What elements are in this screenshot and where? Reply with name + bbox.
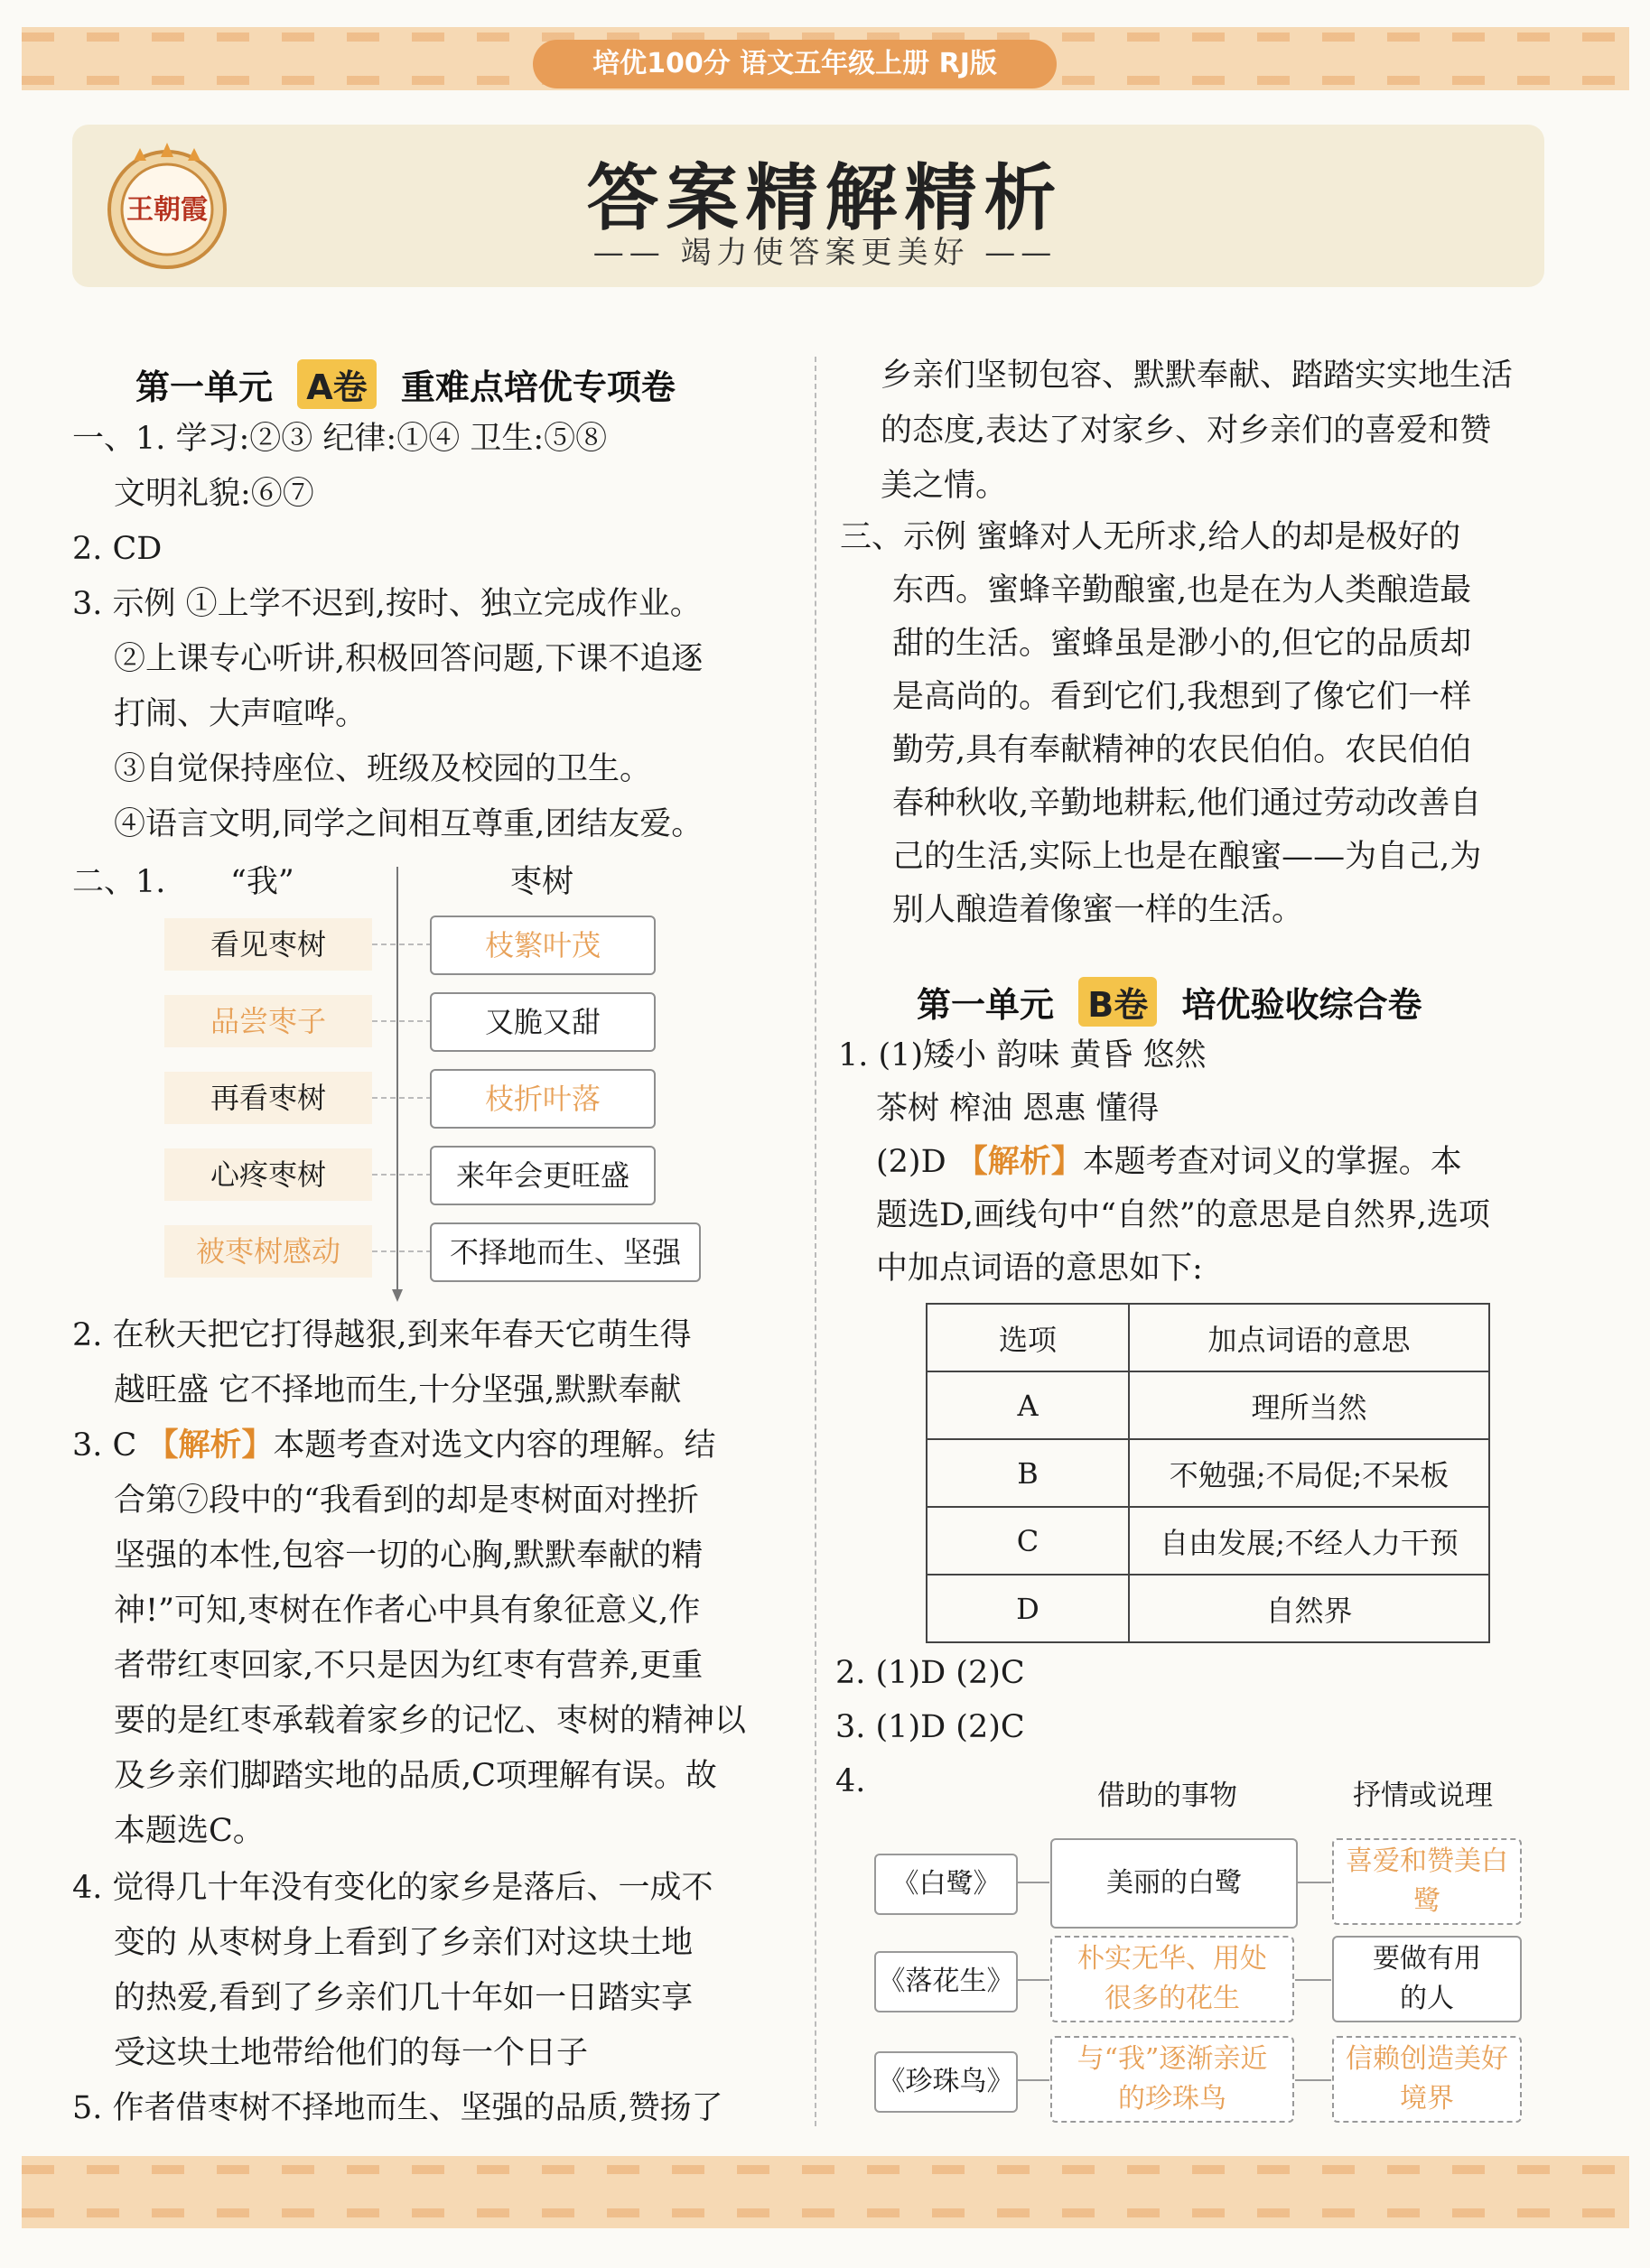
bottom-decor-band (22, 2156, 1629, 2228)
answer-line: 及乡亲们脚踏实地的品质,C项理解有误。故 (114, 1758, 717, 1794)
answer-line: (2)D 【解析】本题考查对词义的掌握。本 (876, 1143, 1462, 1180)
section-tag-a: A卷 (297, 359, 376, 409)
b4-head: 抒情或说理 (1353, 1780, 1493, 1812)
answer-line: 神!”可知,枣树在作者心中具有象征意义,作 (114, 1593, 701, 1629)
section-tag-b: B卷 (1078, 977, 1157, 1027)
answer-line: 本题选C。 (114, 1813, 265, 1849)
answer-line: ②上课专心听讲,积极回答问题,下课不追逐 (114, 641, 704, 677)
answer-line: 坚强的本性,包容一切的心胸,默默奉献的精 (114, 1538, 704, 1574)
answer-line: 文明礼貌:⑥⑦ (114, 476, 314, 512)
table-cell: A (927, 1371, 1129, 1439)
section-unit: 第一单元 (917, 985, 1055, 1025)
answer-line: 己的生活,实际上也是在酿蜜——为自己,为 (892, 839, 1482, 875)
answer-line: 乡亲们坚韧包容、默默奉献、踏踏实实地生活 (881, 358, 1514, 394)
b4-title: 《白鹭》 (874, 1854, 1018, 1915)
table-cell: B (927, 1439, 1129, 1507)
b4-thing: 美丽的白鹭 (1050, 1838, 1298, 1929)
b4-title: 《落花生》 (874, 1951, 1018, 2012)
table-cell: D (927, 1575, 1129, 1642)
answer-line: 者带红枣回家,不只是因为红枣有营养,更重 (114, 1648, 704, 1684)
section-name: 重难点培优专项卷 (400, 367, 676, 407)
answer-line: 2. CD (72, 531, 163, 567)
answer-line: 打闹、大声喧哗。 (114, 696, 368, 732)
answer-line: 是高尚的。看到它们,我想到了像它们一样 (892, 679, 1472, 715)
answer-line: 的热爱,看到了乡亲们几十年如一日踏实享 (114, 1980, 694, 2016)
answer-line: 1. (1)矮小 韵味 黄昏 悠然 (838, 1037, 1207, 1074)
b4-title: 《珍珠鸟》 (874, 2051, 1018, 2113)
map-right-item: 枝繁叶茂 (430, 916, 656, 975)
answer-line: 变的 从枣树身上看到了乡亲们对这块土地 (114, 1925, 694, 1961)
answer-line: 甜的生活。蜜蜂虽是渺小的,但它的品质却 (892, 626, 1472, 662)
answer-line: 茶树 榨油 恩惠 懂得 (876, 1091, 1160, 1127)
answer-line: ③自觉保持座位、班级及校园的卫生。 (114, 751, 652, 787)
answer-line: 中加点词语的意思如下: (876, 1250, 1203, 1287)
map-left-item: 被枣树感动 (164, 1225, 372, 1278)
answer-line: 越旺盛 它不择地而生,十分坚强,默默奉献 (114, 1372, 682, 1408)
map-left-item: 品尝枣子 (164, 995, 372, 1047)
answer-line: 4. 觉得几十年没有变化的家乡是落后、一成不 (72, 1870, 713, 1906)
b4-head: 借助的事物 (1097, 1780, 1237, 1812)
map-left-item: 看见枣树 (164, 918, 372, 971)
answer-line: ④语言文明,同学之间相互尊重,团结友爱。 (114, 806, 704, 842)
answer-line: 要的是红枣承载着家乡的记忆、枣树的精神以 (114, 1703, 747, 1739)
answer-line: 题选D,画线句中“自然”的意思是自然界,选项 (876, 1197, 1490, 1233)
answer-line: 勤劳,具有奉献精神的农民伯伯。农民伯伯 (892, 732, 1472, 768)
answer-line: 一、1. 学习:②③ 纪律:①④ 卫生:⑤⑧ (72, 421, 608, 457)
answer-line: 合第⑦段中的“我看到的却是枣树面对挫折 (114, 1483, 699, 1519)
map-head-left: “我” (230, 864, 294, 900)
map-right-item: 不择地而生、坚强 (430, 1222, 701, 1282)
answer-line: 2. 在秋天把它打得越狠,到来年春天它萌生得 (72, 1317, 692, 1353)
answer-line: 4. (835, 1763, 866, 1799)
logo-text: 王朝霞 (126, 194, 208, 226)
answer-line: 5. 作者借枣树不择地而生、坚强的品质,赞扬了 (72, 2090, 723, 2126)
book-title-pill: 培优100分 语文五年级上册 RJ版 (533, 40, 1057, 88)
answer-line: 春种秋收,辛勤地耕耘,他们通过劳动改善自 (892, 785, 1482, 822)
table-cell: 自由发展;不经人力干预 (1129, 1507, 1489, 1575)
table-header: 加点词语的意思 (1129, 1304, 1489, 1371)
answer-line: 受这块土地带给他们的每一个日子 (114, 2035, 589, 2071)
answer-line: 三、示例 蜜蜂对人无所求,给人的却是极好的 (840, 519, 1461, 555)
b4-thing: 朴实无华、用处很多的花生 (1050, 1936, 1294, 2022)
map-left-item: 心疼枣树 (164, 1148, 372, 1201)
b4-thing: 与“我”逐渐亲近的珍珠鸟 (1050, 2036, 1294, 2123)
answer-line: 二、1. (72, 864, 166, 900)
section-unit: 第一单元 (135, 367, 274, 407)
b4-meaning: 信赖创造美好境界 (1332, 2036, 1522, 2123)
answer-line: 3. C 【解析】本题考查对选文内容的理解。结 (72, 1427, 716, 1464)
table-cell: 自然界 (1129, 1575, 1489, 1642)
map-right-item: 来年会更旺盛 (430, 1146, 656, 1205)
table-cell: 不勉强;不局促;不呆板 (1129, 1439, 1489, 1507)
map-right-item: 枝折叶落 (430, 1069, 656, 1129)
map-head-right: 枣树 (510, 864, 574, 900)
answer-line: 东西。蜜蜂辛勤酿蜜,也是在为人类酿造最 (892, 572, 1472, 609)
map-right-item: 又脆又甜 (430, 992, 656, 1052)
b4-meaning: 喜爱和赞美白鹭 (1332, 1838, 1522, 1925)
table-header: 选项 (927, 1304, 1129, 1371)
b4-meaning: 要做有用的人 (1332, 1936, 1522, 2022)
map-left-item: 再看枣树 (164, 1072, 372, 1124)
table-cell: C (927, 1507, 1129, 1575)
section-name: 培优验收综合卷 (1181, 985, 1422, 1025)
answer-line: 3. 示例 ①上学不迟到,按时、独立完成作业。 (72, 586, 702, 622)
answer-line: 3. (1)D (2)C (835, 1709, 1025, 1745)
page-title: 答案精解精析 (586, 155, 1064, 240)
table-cell: 理所当然 (1129, 1371, 1489, 1439)
answer-line: 美之情。 (881, 468, 1008, 504)
answer-line: 别人酿造着像蜜一样的生活。 (892, 892, 1304, 928)
answer-line: 的态度,表达了对家乡、对乡亲们的喜爱和赞 (881, 413, 1492, 449)
page-subtitle: —— 竭力使答案更美好 —— (592, 235, 1058, 271)
answer-line: 2. (1)D (2)C (835, 1655, 1025, 1691)
